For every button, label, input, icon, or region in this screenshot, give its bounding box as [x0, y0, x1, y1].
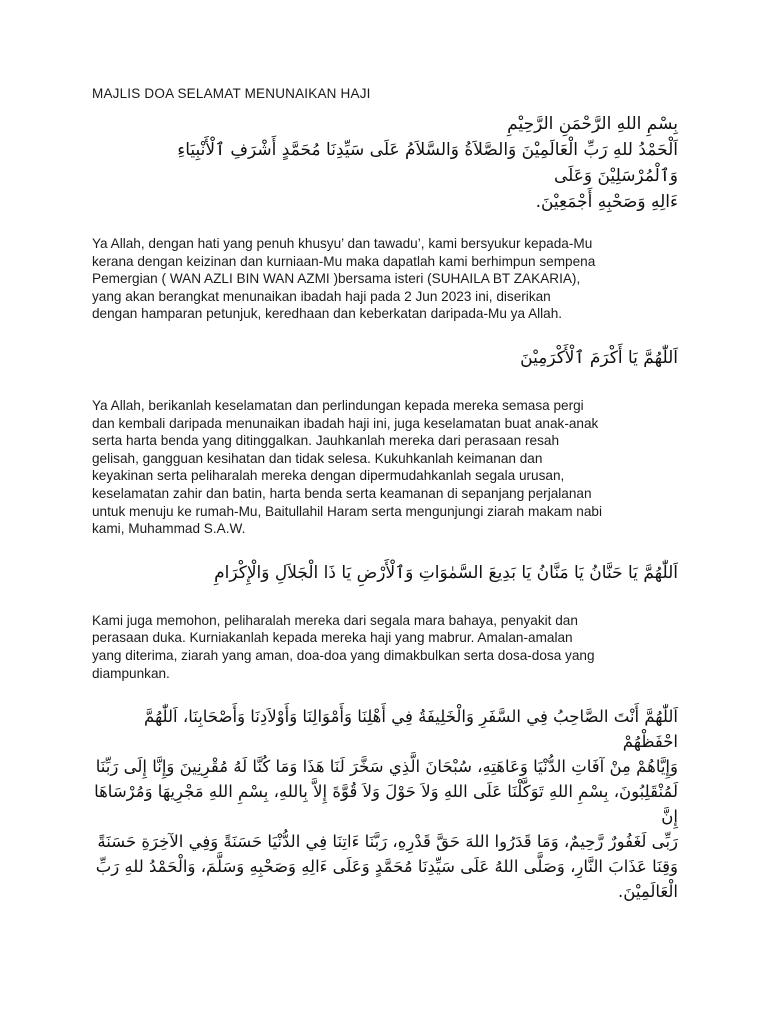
paragraph-line: serta harta benda yang ditinggalkan. Jauhkanlah mereka dari perasaan resah: [92, 433, 560, 449]
paragraph-line: keyakinan serta peliharalah mereka dengan dipermudahkanlah segala urusan,: [92, 468, 565, 484]
paragraph-gratitude: [92, 235, 678, 323]
paragraph-line: diampunkan.: [92, 665, 170, 681]
closing-arabic-line: وَإِيَّاهُمْ مِنْ آفَاتِ الدُّنْيَا وَعَاهَتِهِ، سُبْحَانَ الَّذِي سَخَّرَ لَنَا هَذَا وَمَا كُنَّا لَهُ مُقْرِنِينَ وَإِنَّا إِلَى رَبِّنَا: [95, 757, 678, 777]
paragraph-line: yang akan berangkat menunaikan ibadah haji pada 2 Jun 2023 ini, diserikan: [92, 288, 551, 304]
paragraph-protection: [92, 397, 678, 538]
paragraph-line: perasaan duka. Kurniakanlah kepada mereka haji yang mabrur. Amalan-amalan: [92, 630, 573, 646]
document-page: [92, 86, 678, 904]
paragraph-line: dengan hamparan petunjuk, keredhaan dan keberkatan daripada-Mu ya Allah.: [92, 306, 563, 322]
closing-arabic-line: اَللّٰهُمَّ أَنْتَ الصَّاحِبُ فِي السَّفَرِ وَالْخَلِيفَةُ فِي أَهْلِنَا وَأَمْوَالِنَا وَأَوْلاَدِنَا وَأَصْحَابِنَا، اَللّٰهُمَّ احْفَظْهُمْ: [143, 707, 678, 752]
paragraph-mabrur: [92, 612, 678, 682]
paragraph-line: Ya Allah, dengan hati yang penuh khusyu’ dan tawadu’, kami bersyukur kepada-Mu: [92, 236, 593, 251]
paragraph-line: Ya Allah, berikanlah keselamatan dan perlindungan kepada mereka semasa pergi: [92, 397, 584, 413]
closing-arabic-line: الْعَالَمِيْنَ.: [618, 882, 678, 902]
paragraph-line: untuk menuju ke rumah-Mu, Baitullahil Haram serta mengunjungi ziarah makam nabi: [92, 503, 603, 519]
paragraph-line: Pemergian ( WAN AZLI BIN WAN AZMI )bersama isteri (SUHAILA BT ZAKARIA),: [92, 271, 581, 287]
paragraph-line: dan kembali daripada menunaikan ibadah haji ini, juga keselamatan buat anak-anak: [92, 415, 599, 431]
paragraph-line: gelisah, gangguan kesihatan dan tidak selesa. Kukuhkanlah keimanan dan: [92, 450, 543, 466]
opening-arabic-text: [92, 111, 678, 215]
doa-arabic-2: اَللّٰهُمَّ يَا حَنَّانُ يَا مَنَّانُ يَا بَدِيعَ السَّمٰوَاتِ وَٱلْأَرْضِ يَا ذَا الْجَلاَلِ وَالْإِكْرَامِ: [214, 562, 678, 583]
paragraph-line: keselamatan zahir dan batin, harta benda serta keamanan di sepanjang perjalanan: [92, 485, 592, 501]
document-title: MAJLIS DOA SELAMAT MENUNAIKAN HAJI: [92, 86, 371, 101]
doa-arabic-1: اَللّٰهُمَّ يَا أَكْرَمَ ٱلْأَكْرَمِيْنَ: [520, 347, 678, 368]
closing-arabic-line: لَمُنْقَلِبُونَ، بِسْمِ اللهِ تَوَكَّلْنَا عَلَى اللهِ وَلاَ حَوْلَ وَلاَ قُوَّةَ إِلاَّ بِاللهِ، بِسْمِ اللهِ مَجْرِيهَا وَمُرْسَاهَا إِنَّ: [94, 782, 678, 827]
paragraph-line: kerana dengan keizinan dan kurniaan-Mu maka dapatlah kami berhimpun sempena: [92, 253, 596, 269]
basmalah-line: بِسْمِ اللهِ الرَّحْمَنِ الرَّحِيْمِ: [507, 114, 678, 134]
closing-arabic-line: رَبِّى لَغَفُورٌ رَّحِيمٌ، وَمَا قَدَرُوا اللهَ حَقَّ قَدْرِهِ، رَبَّنَا ءَاتِنَا فِي الدُّنْيَا حَسَنَةً وَفِي الآخِرَةِ حَسَنَةً: [97, 832, 678, 852]
opening-arabic-line: اَلْحَمْدُ للهِ رَبِّ الْعَالَمِيْنَ وَالصَّلاَةُ وَالسَّلاَمُ عَلَى سَيِّدِنَا مُحَمَّدٍ أَشْرَفِ ٱلْأَنْبِيَاءِ وَٱلْمُرْسَلِيْنَ وَعَلَى: [177, 140, 678, 186]
closing-arabic-line: وَقِنَا عَذَابَ النَّارِ، وَصَلَّى اللهُ عَلَى سَيِّدِنَا مُحَمَّدٍ وَعَلَى ءَالِهِ وَصَحْبِهِ وَسَلَّمَ، وَالْحَمْدُ للهِ رَبِّ: [95, 857, 678, 877]
paragraph-line: yang diterima, ziarah yang aman, doa-doa yang dimakbulkan serta dosa-dosa yang: [92, 647, 595, 663]
paragraph-line: kami, Muhammad S.A.W.: [92, 521, 246, 537]
paragraph-line: Kami juga memohon, peliharalah mereka dari segala mara bahaya, penyakit dan: [92, 612, 578, 628]
closing-arabic-doa: [92, 704, 678, 904]
opening-arabic-line: ءَالِهِ وَصَحْبِهِ أَجْمَعِيْنَ.: [535, 192, 678, 212]
